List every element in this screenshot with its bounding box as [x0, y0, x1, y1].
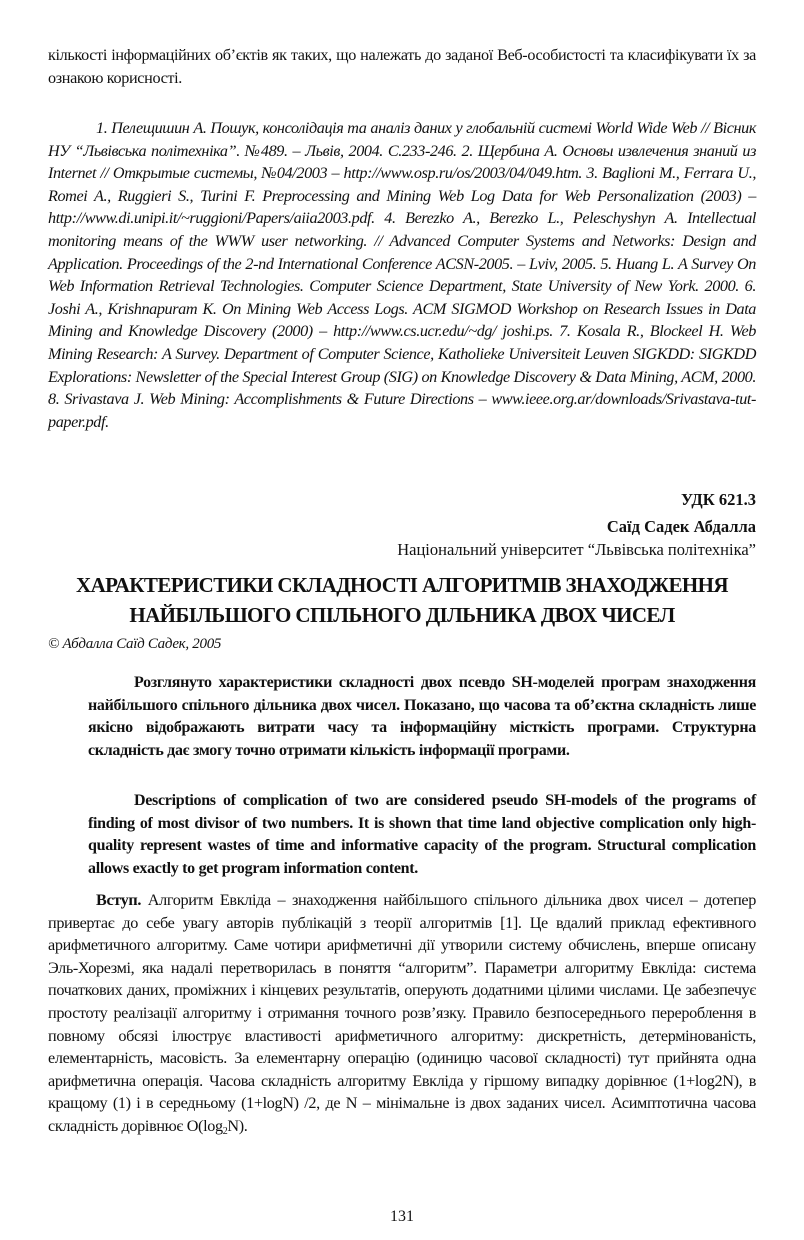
abstract-english: Descriptions of complication of two are considered pseudo SH-models of the programs of finding of most divisor of two numbers. It is shown that time land objective complication only high-quality represent wastes of time and informative capacity of the program. Structural complication allows exactly to get program information content. [88, 792, 756, 877]
page-number: 131 [390, 1208, 414, 1225]
abstract-ukrainian: Розглянуто характеристики складності двох псевдо SH-моделей програм знаходження найбільшого спільного дільника двох чисел. Показано, що часова та об’єктна складність лише якісно відображають витрати часу та інформаційну місткість програми. Структурна складність дає змогу точно отримати кількість інформації програми. [88, 674, 756, 759]
introduction-paragraph [48, 889, 756, 1138]
author-name: Саїд Садек Абдалла [606, 517, 756, 536]
previous-section-fragment: кількості інформаційних об’єктів як таких, що належать до заданої Веб-особистості та класифікувати їх за ознакою корисності. [48, 46, 756, 87]
introduction-text-end: N). [227, 1116, 248, 1135]
copyright-line: © Абдалла Саїд Садек, 2005 [48, 636, 222, 652]
author-affiliation: Національний університет “Львівська політехніка” [397, 540, 756, 559]
introduction-text: Алгоритм Евкліда – знаходження найбільшого спільного дільника двох чисел – дотепер привертає до себе увагу авторів публікацій з теорії алгоритмів [1]. Це вдалий приклад ефективного арифметичного алгоритму. Саме чотири арифметичні дії утворили систему обчислень, вперше описану Эль-Хорезмі, яка надалі перетворилась в поняття “алгоритм”. Параметри алгоритму Евкліда: система початкових даних, проміжних і кінцевих результатів, оперують додатними цілими числами. Це забезпечує простоту реалізації алгоритму і отримання точного розв’язку. Правило безпосереднього перероблення в повному обсязі ілюструє властивості арифметичного алгоритму: дискретність, детермінованість, елементарність, масовість. За елементарну операцію (одиницю часової складності) тут прийнята одна арифметична операція. Часова складність алгоритму Евкліда у гіршому випадку дорівнює (1+log2N), в кращому (1) і в середньому (1+logN) /2, де N – мінімальне із двох заданих чисел. Асимптотична часова складність дорівнює O(log [48, 891, 756, 1135]
log-base-subscript: 2 [222, 1125, 228, 1137]
udk-code: УДК 621.3 [680, 490, 756, 509]
introduction-heading: Вступ. [96, 891, 142, 909]
references-list: 1. Пелещишин А. Пошук, консолідація та аналіз даних у глобальній системі World Wide Web // Вісник НУ “Львівська політехніка”. №489. – Львів, 2004. С.233-246. 2. Щербина А. Основы извлечения знаний из Internet // Открытые системы, №04/2003 – http://www.osp.ru/os/2003/04/049.htm. 3. Baglioni M., Ferrara U., Romei A., Ruggieri S., Turini F. Preprocessing and Mining Web Log Data for Web Personalization (2003) – http://www.di.unipi.it/~ruggioni/Papers/aiia2003.pdf. 4. Berezko A., Berezko L., Peleschyshyn A. Intellectual monitoring means of the WWW user networking. // Advanced Computer Systems and Networks: Design and Application. Proceedings of the 2-nd International Conference ACSN-2005. – Lviv, 2005. 5. Huang L. A Survey On Web Information Retrieval Technologies. Computer Science Department, State University of New York. 2000. 6. Joshi A., Krishnapuram K. On Mining Web Access Logs. ACM SIGMOD Workshop on Research Issues in Data Mining and Knowledge Discovery (2000) – http://www.cs.ucr.edu/~dg/ joshi.ps. 7. Kosala R., Blockeel H. Web Mining Research: A Survey. Department of Computer Science, Katholieke Universiteit Leuven SIGKDD: SIGKDD Explorations: Newsletter of the Special Interest Group (SIG) on Knowledge Discovery & Data Mining, ACM, 2000. 8. Srivastava J. Web Mining: Accomplishments & Future Directions – www.ieee.org.ar/downloads/Srivastava-tut-paper.pdf. [48, 119, 756, 431]
article-title: ХАРАКТЕРИСТИКИ СКЛАДНОСТІ АЛГОРИТМІВ ЗНАХОДЖЕННЯ НАЙБІЛЬШОГО СПІЛЬНОГО ДІЛЬНИКА ДВОХ ЧИСЕЛ [76, 573, 728, 627]
